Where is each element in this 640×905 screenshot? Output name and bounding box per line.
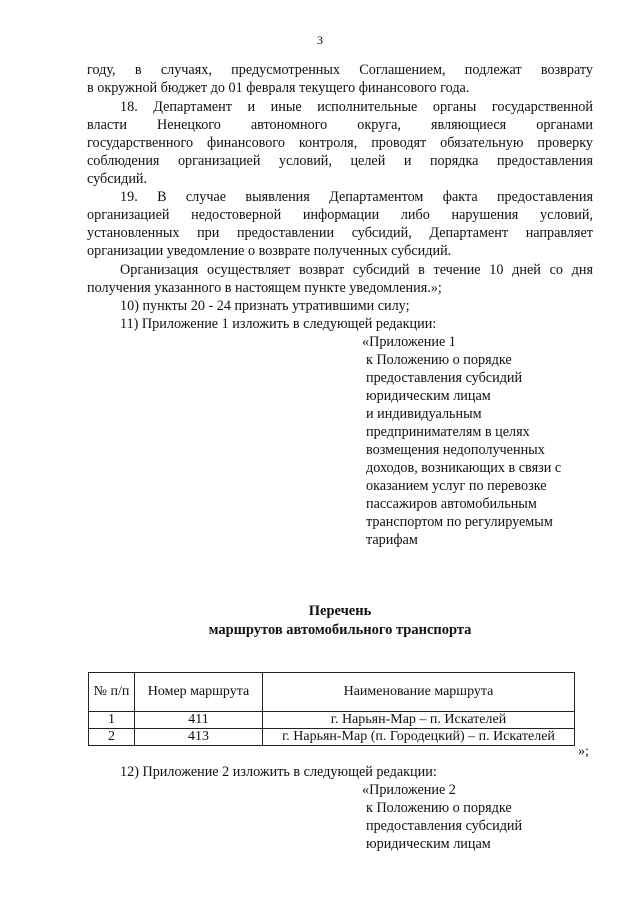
table-cell: 1	[89, 712, 135, 729]
appendix-heading: «Приложение 2	[362, 782, 456, 798]
table-row	[89, 712, 575, 729]
appendix-line: тарифам	[366, 532, 418, 548]
table-cell: 413	[135, 729, 263, 746]
appendix-line: предоставления субсидий	[366, 818, 523, 834]
text-line: получения указанного в настоящем пункте уведомления.»;	[87, 280, 442, 296]
text-line: организацией недостоверной информации либо нарушения условий,	[87, 207, 593, 223]
text-line: 10) пункты 20 - 24 признать утратившими силу;	[120, 298, 410, 314]
routes-table	[88, 672, 575, 746]
column-header-number: № п/п	[89, 673, 135, 712]
list-title: Перечень	[308, 603, 372, 619]
column-header-route-name: Наименование маршрута	[263, 673, 575, 712]
table-row	[89, 729, 575, 746]
appendix-line: к Положению о порядке	[366, 800, 512, 816]
table-cell: г. Нарьян-Мар (п. Городецкий) – п. Искателей	[263, 729, 575, 746]
text-line: году, в случаях, предусмотренных Соглашением, подлежат возврату	[87, 62, 593, 78]
page-number: 3	[317, 33, 323, 47]
table-cell: г. Нарьян-Мар – п. Искателей	[263, 712, 575, 729]
table-cell: 411	[135, 712, 263, 729]
appendix-line: оказанием услуг по перевозке	[366, 478, 547, 494]
text-line: Организация осуществляет возврат субсидий в течение 10 дней со дня	[120, 262, 593, 278]
appendix-line: юридическим лицам	[366, 388, 491, 404]
appendix-line: пассажиров автомобильным	[366, 496, 537, 512]
column-header-route-number: Номер маршрута	[135, 673, 263, 712]
text-line: установленных при предоставлении субсидий, Департамент направляет	[87, 225, 593, 241]
text-line: 18. Департамент и иные исполнительные органы государственной	[120, 99, 593, 115]
text-line: организации уведомление о возврате полученных субсидий.	[87, 243, 452, 259]
appendix-line: предоставления субсидий	[366, 370, 523, 386]
appendix-line: и индивидуальным	[366, 406, 482, 422]
table-end-quote: »;	[578, 744, 589, 759]
text-line: государственного финансового контроля, проводят обязательную проверку	[87, 135, 593, 151]
list-subtitle: маршрутов автомобильного транспорта	[208, 622, 472, 638]
appendix-line: возмещения недополученных	[366, 442, 545, 458]
text-line: 12) Приложение 2 изложить в следующей редакции:	[120, 764, 437, 780]
text-line: власти Ненецкого автономного округа, являющиеся органами	[87, 117, 593, 133]
appendix-line: транспортом по регулируемым	[366, 514, 553, 530]
text-line: 19. В случае выявления Департаментом факта предоставления	[120, 189, 593, 205]
appendix-line: доходов, возникающих в связи с	[366, 460, 562, 476]
text-line: 11) Приложение 1 изложить в следующей редакции:	[120, 316, 437, 332]
text-line: субсидий.	[87, 171, 148, 187]
appendix-line: юридическим лицам	[366, 836, 491, 852]
table-header-row	[89, 673, 575, 712]
text-line: в окружной бюджет до 01 февраля текущего финансового года.	[87, 80, 470, 96]
appendix-line: предпринимателям в целях	[366, 424, 530, 440]
text-line: соблюдения организацией условий, целей и порядка предоставления	[87, 153, 593, 169]
appendix-line: к Положению о порядке	[366, 352, 512, 368]
appendix-heading: «Приложение 1	[362, 334, 456, 350]
table-cell: 2	[89, 729, 135, 746]
